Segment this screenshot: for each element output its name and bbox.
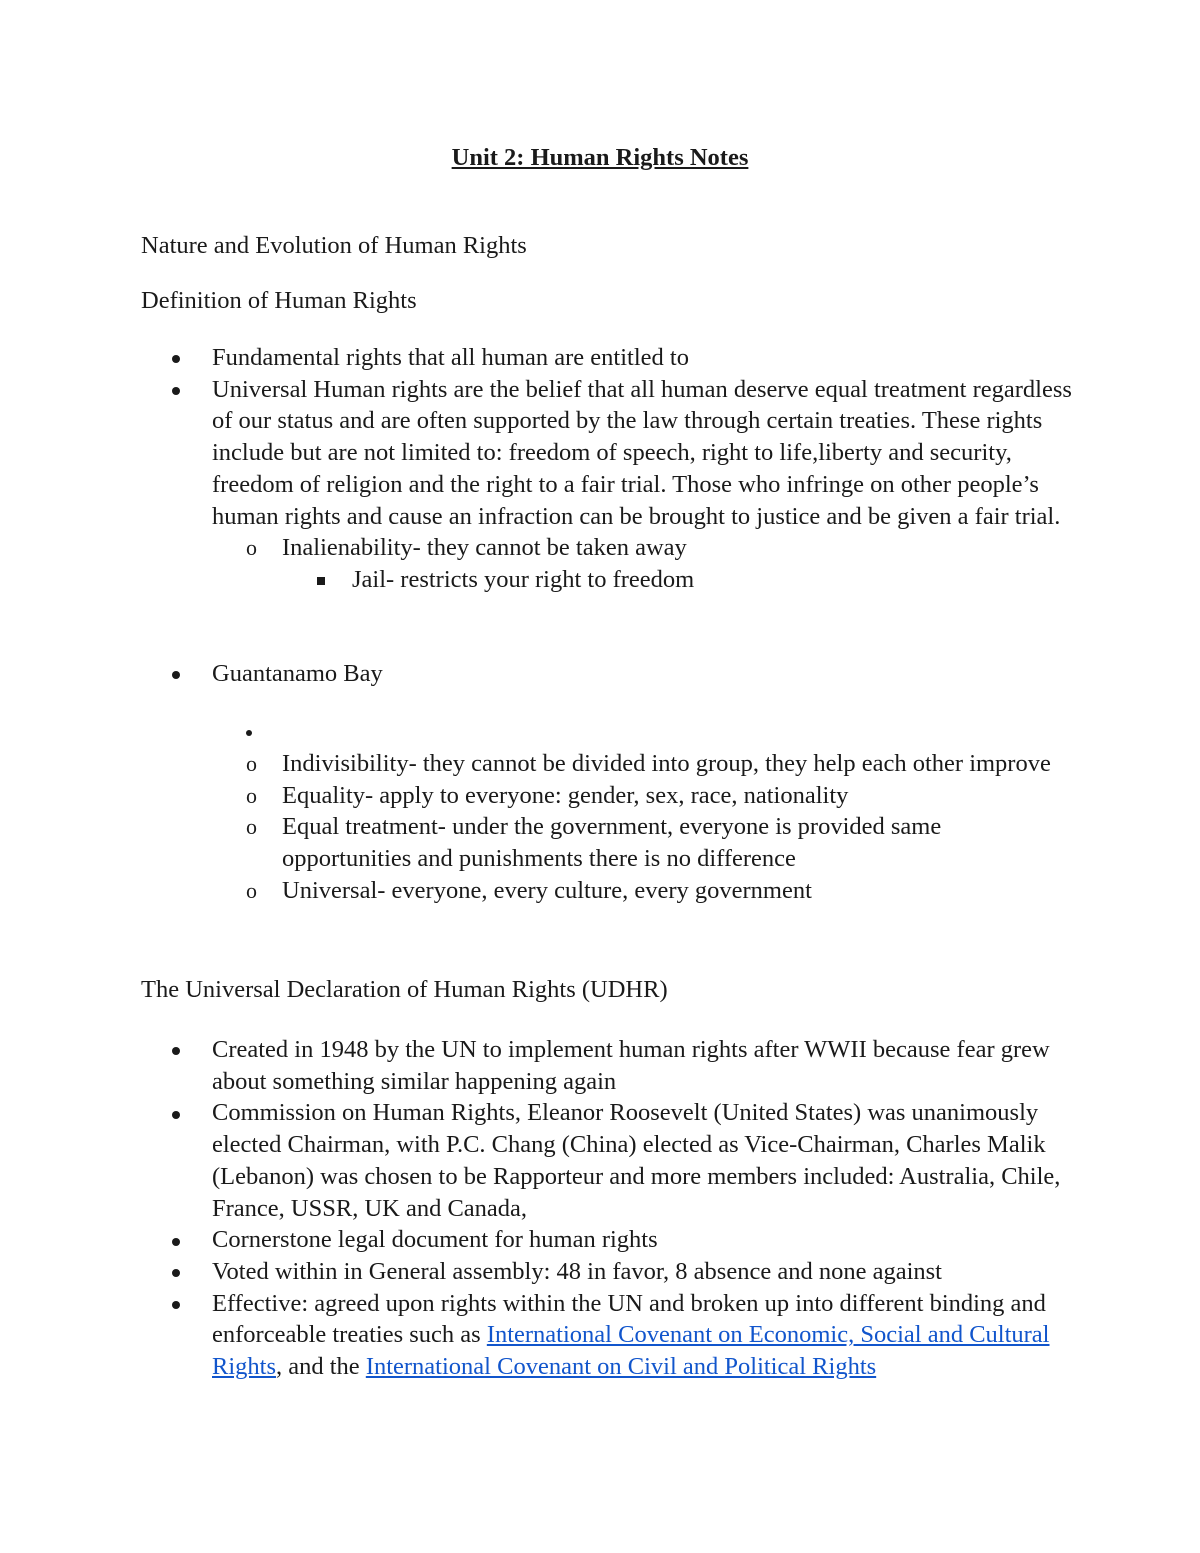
icescr-link[interactable]: International Covenant on Economic, Social and Cultural Rights [212, 1321, 1050, 1381]
list-item: Cornerstone legal document for human rights [0, 1224, 1072, 1256]
list-item: o Inalienability- they cannot be taken away [0, 532, 1072, 564]
list-item: Effective: agreed upon rights within the UN and broken up into different binding and enforceable treaties such as International Covenant on Economic, Social and Cultural Rights, and the International Covenant on Civil and Political Rights [0, 1288, 1072, 1383]
section-heading-nature: Nature and Evolution of Human Rights [141, 232, 527, 259]
section-heading-udhr: The Universal Declaration of Human Rights (UDHR) [141, 976, 668, 1003]
bullet-dot-icon [172, 342, 180, 374]
list-item: o Indivisibility- they cannot be divided into group, they help each other improve [0, 748, 1072, 780]
list-item [0, 716, 1072, 748]
iccpr-link[interactable]: International Covenant on Civil and Political Rights [365, 1353, 877, 1381]
characteristics-list [0, 748, 1200, 907]
list-item: o Equality- apply to everyone: gender, sex, race, nationality [0, 780, 1072, 812]
definition-list [0, 342, 1200, 596]
bullet-dot-icon [172, 1224, 180, 1256]
bullet-dot-icon [172, 1034, 180, 1066]
list-item: Fundamental rights that all human are entitled to [0, 342, 1072, 374]
bullet-circle-icon: o [246, 751, 257, 776]
bullet-dot-icon [172, 374, 180, 406]
bullet-circle-icon: o [246, 814, 257, 840]
list-item: Guantanamo Bay [0, 658, 1072, 690]
list-item: o Universal- everyone, every culture, every government [0, 875, 1072, 907]
list-item: Created in 1948 by the UN to implement human rights after WWII because fear grew about something similar happening again [0, 1034, 1072, 1097]
bullet-dot-icon [172, 1256, 180, 1288]
bullet-dot-icon [172, 1097, 180, 1129]
section-subheading-definition: Definition of Human Rights [141, 287, 417, 314]
bullet-dot-icon [172, 658, 180, 690]
bullet-circle-icon: o [246, 782, 257, 808]
list-item: Commission on Human Rights, Eleanor Roosevelt (United States) was unanimously elected Chairman, with P.C. Chang (China) elected as Vice-Chairman, Charles Malik (Lebanon) was chosen to be Rapporteur and more members included: Australia, Chile, France, USSR, UK and Canada, [0, 1097, 1072, 1224]
list-item: Universal Human rights are the belief that all human deserve equal treatment regardless of our status and are often supported by the law through certain treaties. These rights include but are not limited to: freedom of speech, right to life,liberty and security, freedom of religion and the right to a fair trial. Those who infringe on other people’s human rights and cause an infraction can be brought to justice and be given a fair trial. [0, 374, 1072, 533]
bullet-square-icon [317, 564, 325, 596]
bullet-circle-icon: o [246, 535, 257, 561]
page-title: Unit 2: Human Rights Notes [451, 144, 749, 171]
bullet-dot-icon [246, 716, 252, 748]
list-item: Voted within in General assembly: 48 in favor, 8 absence and none against [0, 1256, 1072, 1288]
bullet-circle-icon: o [246, 877, 257, 903]
bullet-dot-icon [172, 1288, 180, 1320]
list-item: Jail- restricts your right to freedom [0, 564, 1072, 596]
list-item: o Equal treatment- under the government, everyone is provided same opportunities and punishments there is no difference [246, 813, 942, 873]
guantanamo-list [0, 658, 1200, 690]
udhr-list [0, 1034, 1200, 1383]
empty-bullet-line [0, 716, 1200, 748]
